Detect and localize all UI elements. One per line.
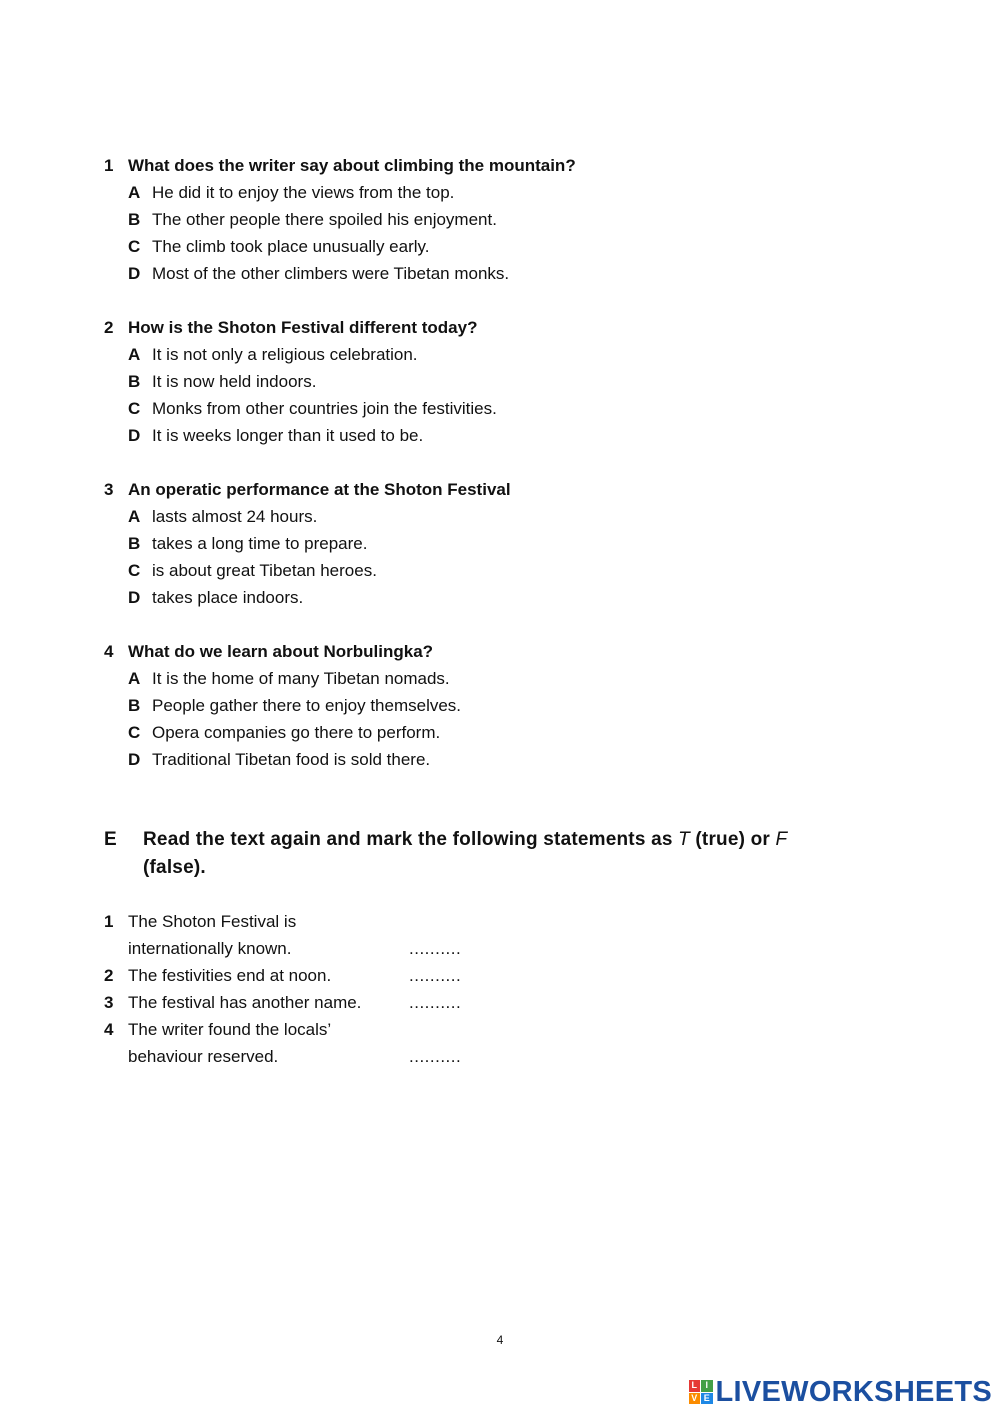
option-a[interactable]: A It is not only a religious celebration. — [128, 345, 418, 364]
question-number: 4 — [104, 642, 114, 661]
statement-4 — [104, 1016, 462, 1070]
answer-blank[interactable]: .......... — [409, 939, 462, 958]
option-b[interactable]: B takes a long time to prepare. — [128, 534, 368, 553]
question-stem — [104, 314, 497, 341]
question-number: 1 — [104, 156, 114, 175]
true-letter: T — [678, 829, 690, 850]
option-b[interactable]: B People gather there to enjoy themselves. — [128, 696, 462, 715]
page-number: 4 — [496, 1333, 504, 1347]
statement-text: The festival has another name. — [128, 993, 362, 1012]
question-text: What do we learn about Norbulingka? — [128, 642, 434, 661]
option-d[interactable]: D takes place indoors. — [128, 588, 304, 607]
section-e-instruction — [104, 826, 884, 882]
option-d[interactable]: D Most of the other climbers were Tibetan monks. — [128, 264, 510, 283]
question-4 — [104, 638, 461, 773]
statement-number: 3 — [104, 993, 114, 1012]
question-text: What does the writer say about climbing the mountain? — [128, 156, 576, 175]
false-letter: F — [775, 829, 788, 850]
statement-number: 2 — [104, 966, 114, 985]
question-1 — [104, 152, 576, 287]
option-a[interactable]: A It is the home of many Tibetan nomads. — [128, 669, 450, 688]
liveworksheets-brand — [689, 1374, 993, 1410]
statement-text: The festivities end at noon. — [128, 966, 332, 985]
question-text: How is the Shoton Festival different today? — [128, 318, 478, 337]
statement-text: The writer found the locals’ behaviour reserved. — [128, 1020, 332, 1066]
question-2 — [104, 314, 497, 449]
option-c[interactable]: C The climb took place unusually early. — [128, 237, 430, 256]
question-number: 3 — [104, 480, 114, 499]
question-stem — [104, 638, 461, 665]
option-c[interactable]: C is about great Tibetan heroes. — [128, 561, 377, 580]
instruction-text: Read the text again and mark the following statements as T (true) or F (false). — [143, 829, 788, 878]
brand-name: LIVEWORKSHEETS — [715, 1375, 992, 1408]
section-letter: E — [104, 829, 117, 850]
statement-number: 1 — [104, 912, 114, 931]
option-d[interactable]: D Traditional Tibetan food is sold there. — [128, 750, 431, 769]
liveworksheets-logo-icon: L I V E — [689, 1380, 713, 1404]
statement-2 — [104, 962, 462, 989]
answer-blank[interactable]: .......... — [409, 1047, 462, 1066]
answer-blank[interactable]: .......... — [409, 993, 462, 1012]
question-3 — [104, 476, 511, 611]
option-a[interactable]: A He did it to enjoy the views from the top. — [128, 183, 455, 202]
statement-number: 4 — [104, 1020, 114, 1039]
question-number: 2 — [104, 318, 114, 337]
question-stem — [104, 476, 511, 503]
option-c[interactable]: C Opera companies go there to perform. — [128, 723, 441, 742]
statement-text: The Shoton Festival is internationally known. — [128, 912, 297, 958]
question-stem — [104, 152, 576, 179]
option-a[interactable]: A lasts almost 24 hours. — [128, 507, 318, 526]
statement-3 — [104, 989, 462, 1016]
answer-blank[interactable]: .......... — [409, 966, 462, 985]
statement-1 — [104, 908, 462, 962]
option-d[interactable]: D It is weeks longer than it used to be. — [128, 426, 424, 445]
statement-list — [104, 908, 462, 1070]
option-c[interactable]: C Monks from other countries join the festivities. — [128, 399, 497, 418]
option-b[interactable]: B The other people there spoiled his enjoyment. — [128, 210, 497, 229]
question-text: An operatic performance at the Shoton Festival — [128, 480, 511, 499]
option-b[interactable]: B It is now held indoors. — [128, 372, 317, 391]
